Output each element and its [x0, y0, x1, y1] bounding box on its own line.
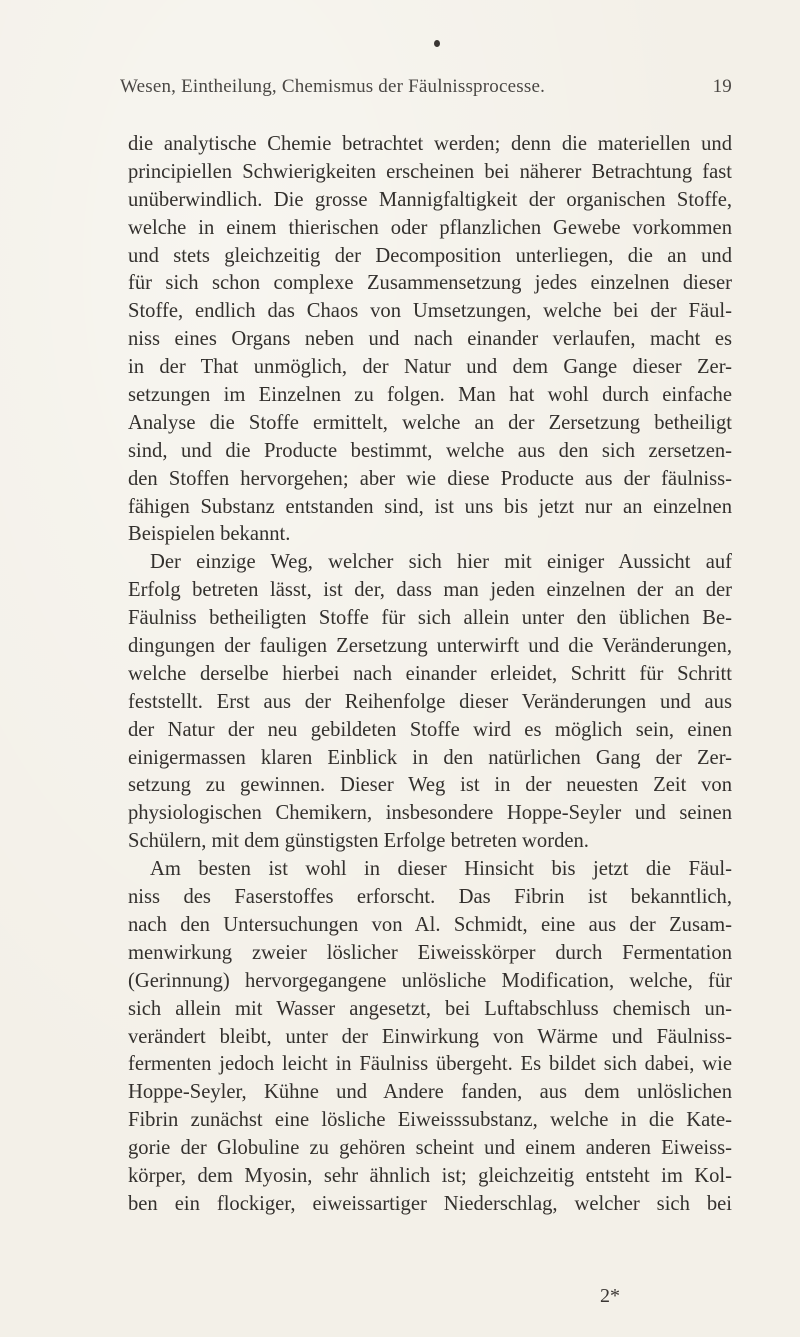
- text-line: die analytische Chemie betrachtet werden; denn die materiellen und: [128, 133, 732, 155]
- text-line: in der That unmöglich, der Natur und dem Gange dieser Zer-: [128, 356, 732, 379]
- text-line: Stoffe, endlich das Chaos von Umsetzungen, welche bei der Fäul-: [128, 300, 732, 323]
- text-line: menwirkung zweier löslicher Eiweisskörper durch Fermentation: [128, 941, 732, 964]
- text-line: fermenten jedoch leicht in Fäulniss übergeht. Es bildet sich dabei, wie: [128, 1053, 732, 1076]
- text-line: welche in einem thierischen oder pflanzlichen Gewebe vorkommen: [128, 216, 732, 239]
- page-number: 19: [712, 76, 732, 97]
- signature-mark: 2*: [600, 1285, 620, 1307]
- text-line: für sich schon complexe Zusammensetzung jedes einzelnen dieser: [128, 272, 732, 295]
- text-line: niss des Faserstoffes erforscht. Das Fibrin ist bekanntlich,: [128, 886, 732, 909]
- text-line: gorie der Globuline zu gehören scheint und einem anderen Eiweiss-: [128, 1137, 732, 1160]
- running-title: Wesen, Eintheilung, Chemismus der Fäulnissprocesse.: [120, 76, 546, 97]
- text-line: Fibrin zunächst eine lösliche Eiweisssubstanz, welche in die Kate-: [128, 1109, 732, 1132]
- text-line: unüberwindlich. Die grosse Mannigfaltigkeit der organischen Stoffe,: [128, 188, 732, 211]
- text-line: und stets gleichzeitig der Decomposition unterliegen, die an und: [128, 244, 732, 267]
- body-text: [128, 131, 732, 1219]
- text-line: Erfolg betreten lässt, ist der, dass man jeden einzelnen der an der: [128, 579, 732, 602]
- text-line: setzungen im Einzelnen zu folgen. Man hat wohl durch einfache: [128, 384, 732, 407]
- text-line: welche derselbe hierbei nach einander erleidet, Schritt für Schritt: [128, 662, 732, 685]
- text-line: Beispielen bekannt.: [128, 523, 291, 546]
- text-line: Hoppe-Seyler, Kühne und Andere fanden, aus dem unlöslichen: [128, 1081, 732, 1104]
- running-header: [120, 76, 732, 106]
- text-line: körper, dem Myosin, sehr ähnlich ist; gleichzeitig entsteht im Kol-: [128, 1164, 732, 1187]
- text-line: sich allein mit Wasser angesetzt, bei Luftabschluss chemisch un-: [128, 997, 732, 1020]
- text-line: dingungen der fauligen Zersetzung unterwirft und die Veränderungen,: [128, 635, 732, 658]
- text-line: physiologischen Chemikern, insbesondere Hoppe-Seyler und seinen: [128, 802, 732, 825]
- text-line: der Natur der neu gebildeten Stoffe wird es möglich sein, einen: [128, 718, 732, 741]
- text-line: verändert bleibt, unter der Einwirkung von Wärme und Fäulniss-: [128, 1025, 732, 1048]
- text-line: niss eines Organs neben und nach einander verlaufen, macht es: [128, 328, 732, 351]
- text-line: ben ein flockiger, eiweissartiger Niederschlag, welcher sich bei: [128, 1192, 732, 1215]
- text-line: setzung zu gewinnen. Dieser Weg ist in der neuesten Zeit von: [128, 774, 732, 797]
- text-line: Am besten ist wohl in dieser Hinsicht bis jetzt die Fäul-: [150, 858, 732, 881]
- text-line: Schülern, mit dem günstigsten Erfolge betreten worden.: [128, 830, 589, 853]
- ink-spot: [434, 40, 440, 47]
- text-line: einigermassen klaren Einblick in den natürlichen Gang der Zer-: [128, 746, 732, 769]
- text-line: nach den Untersuchungen von Al. Schmidt, eine aus der Zusam-: [128, 913, 732, 936]
- text-line: (Gerinnung) hervorgegangene unlösliche Modification, welche, für: [128, 969, 732, 992]
- text-line: Der einzige Weg, welcher sich hier mit einiger Aussicht auf: [150, 551, 732, 574]
- text-line: feststellt. Erst aus der Reihenfolge dieser Veränderungen und aus: [128, 690, 732, 713]
- text-line: fähigen Substanz entstanden sind, ist uns bis jetzt nur an einzelnen: [128, 495, 732, 518]
- text-line: principiellen Schwierigkeiten erscheinen bei näherer Betrachtung fast: [128, 160, 732, 183]
- text-line: Fäulniss betheiligten Stoffe für sich allein unter den üblichen Be-: [128, 607, 732, 630]
- text-line: den Stoffen hervorgehen; aber wie diese Producte aus der fäulniss-: [128, 467, 732, 490]
- text-line: Analyse die Stoffe ermittelt, welche an der Zersetzung betheiligt: [128, 411, 732, 434]
- text-line: sind, und die Producte bestimmt, welche aus den sich zersetzen-: [128, 439, 732, 462]
